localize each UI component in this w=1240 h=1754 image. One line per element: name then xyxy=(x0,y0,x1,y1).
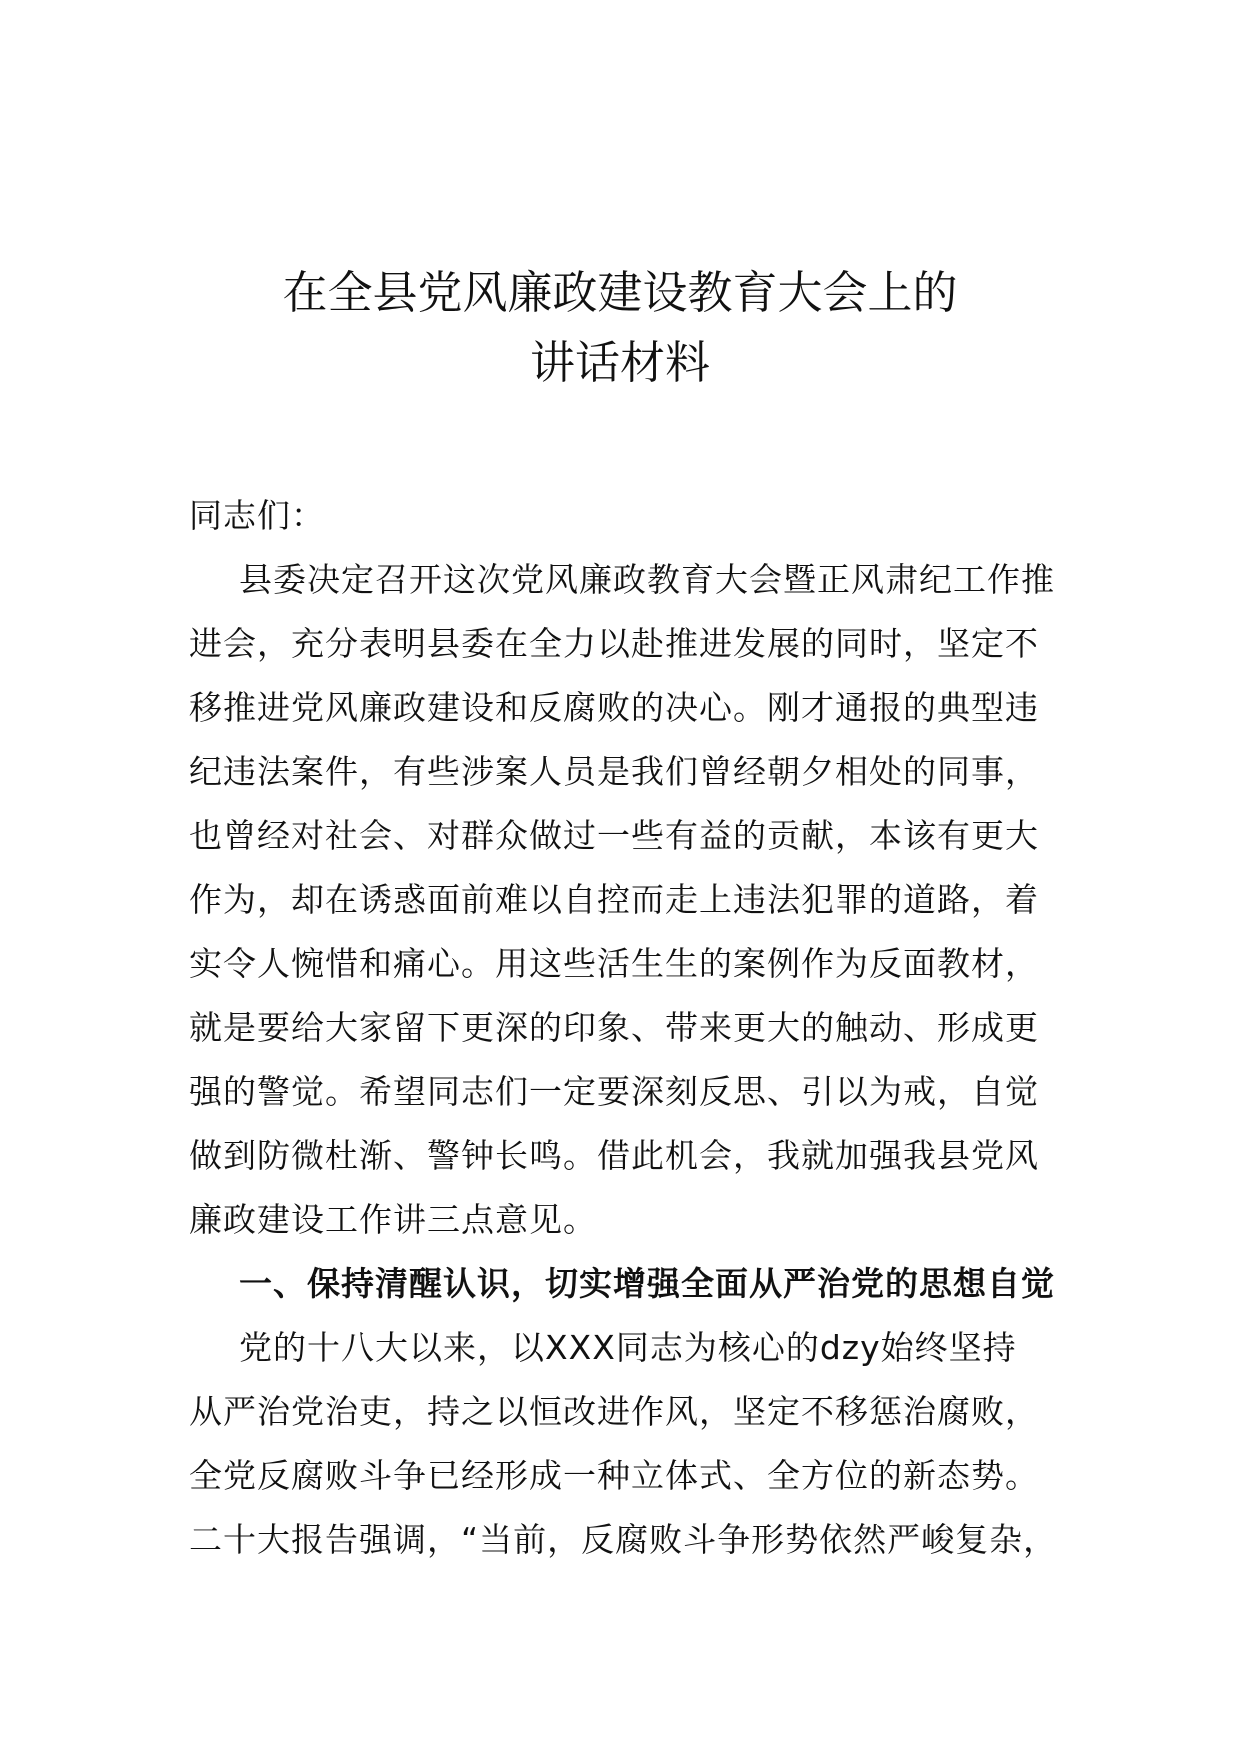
document-title-line-1: 在全县党风廉政建设教育大会上的 xyxy=(282,266,958,319)
body-line: 实令人惋惜和痛心。用这些活生生的案例作为反面教材， xyxy=(189,944,1039,983)
body-line: 全党反腐败斗争已经形成一种立体式、全方位的新态势。 xyxy=(189,1456,1039,1495)
body-line: 强的警觉。希望同志们一定要深刻反思、引以为戒，自觉 xyxy=(189,1072,1039,1111)
document-title-line-2: 讲话材料 xyxy=(529,336,710,389)
body-line: 从严治党治吏，持之以恒改进作风，坚定不移惩治腐败， xyxy=(189,1392,1039,1431)
body-line: 县委决定召开这次党风廉政教育大会暨正风肃纪工作推 xyxy=(239,560,1055,599)
body-line: 廉政建设工作讲三点意见。 xyxy=(189,1200,597,1239)
body-line: 纪违法案件，有些涉案人员是我们曾经朝夕相处的同事， xyxy=(189,752,1039,791)
body-line: 二十大报告强调，“当前，反腐败斗争形势依然严峻复杂， xyxy=(189,1520,1058,1559)
body-line: 就是要给大家留下更深的印象、带来更大的触动、形成更 xyxy=(189,1008,1039,1047)
body-line: 移推进党风廉政建设和反腐败的决心。刚才通报的典型违 xyxy=(189,688,1039,727)
body-line: 也曾经对社会、对群众做过一些有益的贡献，本该有更大 xyxy=(189,816,1039,855)
body-line: 党的十八大以来，以XXX同志为核心的dzy始终坚持 xyxy=(239,1328,1017,1367)
body-line: 做到防微杜渐、警钟长鸣。借此机会，我就加强我县党风 xyxy=(189,1136,1039,1175)
salutation: 同志们： xyxy=(189,496,325,535)
section-heading-1: 一、保持清醒认识，切实增强全面从严治党的思想自觉 xyxy=(239,1264,1055,1303)
body-line: 进会，充分表明县委在全力以赴推进发展的同时，坚定不 xyxy=(189,624,1039,663)
body-line: 作为，却在诱惑面前难以自控而走上违法犯罪的道路，着 xyxy=(189,880,1039,919)
